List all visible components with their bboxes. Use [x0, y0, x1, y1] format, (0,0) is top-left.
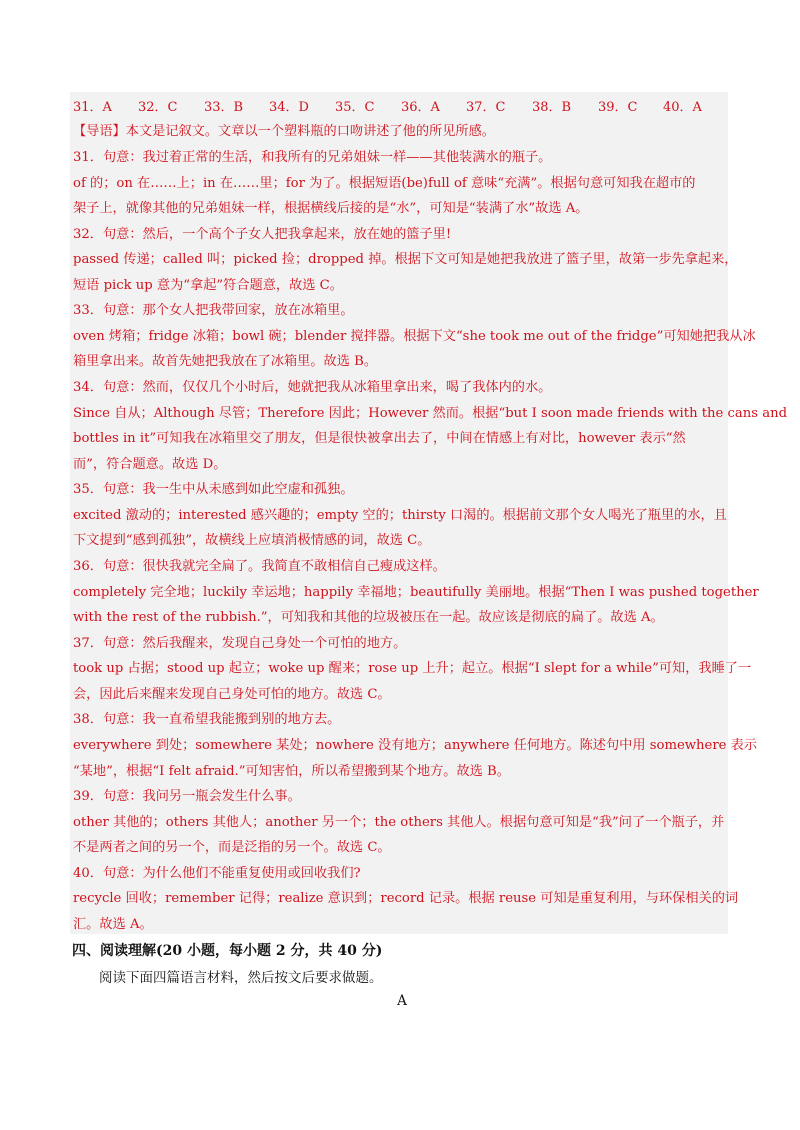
answer-key: 34．D [269, 100, 309, 115]
answer-key: 38．B [532, 100, 572, 115]
explanation-line: 【导语】本文是记叙文。文章以一个塑料瓶的口吻讲述了他的所见所感。 [73, 124, 495, 139]
explanation-line: completely 完全地；luckily 幸运地；happily 幸福地；beautifully 美丽地。根据“Then I was pushed together [73, 585, 759, 600]
passage-label: A [397, 993, 407, 1009]
section-title: 四、阅读理解(20 小题，每小题 2 分，共 40 分) [72, 943, 383, 959]
explanation-line: 短语 pick up 意为“拿起”符合题意，故选 C。 [73, 278, 343, 293]
explanation-line: 33．句意：那个女人把我带回家，放在冰箱里。 [73, 303, 354, 318]
explanation-line: 箱里拿出来。故首先她把我放在了冰箱里。故选 B。 [73, 354, 378, 369]
explanation-line: 32．句意：然后，一个高个子女人把我拿起来，放在她的篮子里! [73, 227, 452, 242]
explanation-line: 31．句意：我过着正常的生活，和我所有的兄弟姐妹一样——其他装满水的瓶子。 [73, 150, 552, 165]
answer-key-row [73, 96, 733, 118]
explanation-line: recycle 回收；remember 记得；realize 意识到；record 记录。根据 reuse 可知是重复利用，与环保相关的词 [73, 891, 739, 906]
explanation-line: 35．句意：我一生中从未感到如此空虚和孤独。 [73, 482, 354, 497]
answer-key: 31．A [73, 100, 112, 115]
explanation-line: 架子上，就像其他的兄弟姐妹一样，根据横线后接的是“水”，可知是“装满了水”故选 A。 [73, 201, 589, 216]
answer-key: 32．C [138, 100, 178, 115]
explanation-line: took up 占据；stood up 起立；woke up 醒来；rose up 上升；起立。根据“I slept for a while”可知，我睡了一 [73, 661, 752, 676]
section-instruction: 阅读下面四篇语言材料，然后按文后要求做题。 [99, 970, 383, 986]
explanation-line: 39．句意：我问另一瓶会发生什么事。 [73, 789, 301, 804]
explanation-line: 下文提到“感到孤独”，故横线上应填消极情感的词，故选 C。 [73, 533, 431, 548]
explanation-line: 40．句意：为什么他们不能重复使用或回收我们? [73, 866, 361, 881]
explanation-line: 34．句意：然而，仅仅几个小时后，她就把我从冰箱里拿出来，喝了我体内的水。 [73, 380, 552, 395]
answer-key: 39．C [598, 100, 638, 115]
explanation-line: 不是两者之间的另一个，而是泛指的另一个。故选 C。 [73, 840, 391, 855]
answer-key: 36．A [401, 100, 440, 115]
explanation-line: 会，因此后来醒来发现自己身处可怕的地方。故选 C。 [73, 687, 391, 702]
explanation-line: oven 烤箱；fridge 冰箱；bowl 碗；blender 搅拌器。根据下文“she took me out of the fridge”可知她把我从冰 [73, 329, 756, 344]
explanation-line: other 其他的；others 其他人；another 另一个；the others 其他人。根据句意可知是“我”问了一个瓶子，并 [73, 815, 725, 830]
explanation-line: Since 自从；Although 尽管；Therefore 因此；However 然而。根据“but I soon made friends with the cans and [73, 406, 788, 421]
answer-key: 35．C [335, 100, 375, 115]
explanation-line: 37．句意：然后我醒来，发现自己身处一个可怕的地方。 [73, 636, 407, 651]
explanation-line: 38．句意：我一直希望我能搬到别的地方去。 [73, 712, 341, 727]
explanation-line: of 的；on 在……上；in 在……里；for 为了。根据短语(be)full of 意味“充满”。根据句意可知我在超市的 [73, 176, 696, 191]
explanation-line: excited 激动的；interested 感兴趣的；empty 空的；thirsty 口渴的。根据前文那个女人喝光了瓶里的水，且 [73, 508, 727, 523]
explanation-line: “某地”，根据“I felt afraid.”可知害怕，所以希望搬到某个地方。故选 B。 [73, 764, 510, 779]
explanation-line: bottles in it”可知我在冰箱里交了朋友，但是很快被拿出去了，中间在情感上有对比，however 表示“然 [73, 431, 686, 446]
explanation-line: 而”，符合题意。故选 D。 [73, 457, 227, 472]
explanation-line: passed 传递；called 叫；picked 捡；dropped 掉。根据下文可知是她把我放进了篮子里，故第一步先拿起来， [73, 252, 738, 267]
answer-key: 40．A [663, 100, 702, 115]
explanation-line: with the rest of the rubbish.”，可知我和其他的垃圾被压在一起。故应该是彻底的扁了。故选 A。 [73, 610, 664, 625]
explanation-line: 36．句意：很快我就完全扁了。我简直不敢相信自己瘦成这样。 [73, 559, 446, 574]
explanation-line: 汇。故选 A。 [73, 917, 153, 932]
answer-key: 33．B [204, 100, 244, 115]
explanation-line: everywhere 到处；somewhere 某处；nowhere 没有地方；anywhere 任何地方。陈述句中用 somewhere 表示 [73, 738, 758, 753]
answer-key: 37．C [466, 100, 506, 115]
